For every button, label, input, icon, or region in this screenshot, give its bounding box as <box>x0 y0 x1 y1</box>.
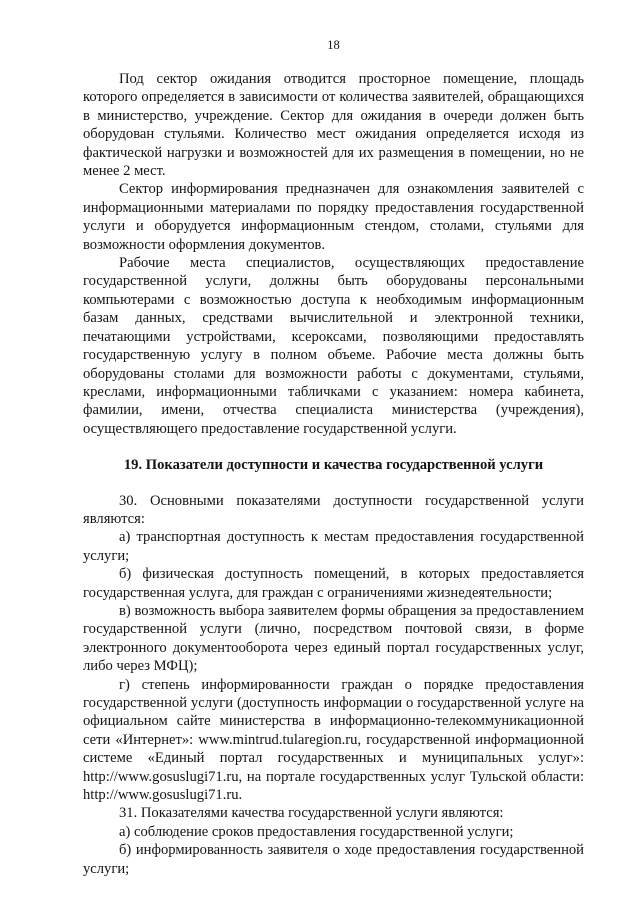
paragraph-workplaces: Рабочие места специалистов, осуществляющих предоставление государственной услуги, должны быть оборудованы персональными компьютерами с возможностью доступа к необходимым информационным базам данных, средствами вычислительной и электронной техники, печатающими устройствами, ксероксами, позволяющими предоставлять государственную услугу в полном объеме. Рабочие места должны быть оборудованы столами для возможности работы с документами, стульями, креслами, информационными табличками с указанием: номера кабинета, фамилии, имени, отчества специалиста министерства (учреждения), осуществляющего предоставление государственной услуги. <box>83 255 584 437</box>
list-item-30v: в) возможность выбора заявителем формы обращения за предоставлением государственной услуги (лично, посредством почтовой связи, в форме электронного документооборота через единый портал государственных услуг, либо через МФЦ); <box>83 602 584 675</box>
paragraph-item-31: 31. Показателями качества государственной услуги являются: <box>119 805 504 822</box>
paragraph-item-30: 30. Основными показателями доступности государственной услуги являются: <box>83 492 584 527</box>
list-item-30a: а) транспортная доступность к местам предоставления государственной услуги; <box>83 529 584 564</box>
list-item-31b: б) информированность заявителя о ходе предоставления государственной услуги; <box>83 842 584 877</box>
list-item-30b: б) физическая доступность помещений, в которых предоставляется государственная услуга, для граждан с ограничениями жизнедеятельности; <box>83 566 584 601</box>
page-number: 18 <box>327 38 340 52</box>
paragraph-information-sector: Сектор информирования предназначен для ознакомления заявителей с информационными материалами по порядку предоставления государственной услуги и оборудуется информационным стендом, столами, стульями для возможности оформления документов. <box>83 181 584 253</box>
paragraph-waiting-sector: Под сектор ожидания отводится просторное помещение, площадь которого определяется в зависимости от количества заявителей, обращающихся в министерство, учреждение. Сектор для ожидания в очереди должен быть оборудован стульями. Количество мест ожидания определяется исходя из фактической нагрузки и возможностей для их размещения в помещении, но не менее 2 мест. <box>83 71 584 180</box>
section-heading: 19. Показатели доступности и качества государственной услуги <box>123 457 544 474</box>
list-item-31a: а) соблюдение сроков предоставления государственной услуги; <box>119 823 514 840</box>
list-item-30g: г) степень информированности граждан о порядке предоставления государственной услуги (доступность информации о государственной услуге на официальном сайте министерства в информационно-телекоммуникационной сети «Интернет»: www.mintrud.tularegion.ru, государственной информационной системе «Единый портал государственных и муниципальных услуг»: http://www.gosuslugi71.ru, на портале государственных услуг Тульской области: http://www.gosuslugi71.ru. <box>83 676 584 804</box>
